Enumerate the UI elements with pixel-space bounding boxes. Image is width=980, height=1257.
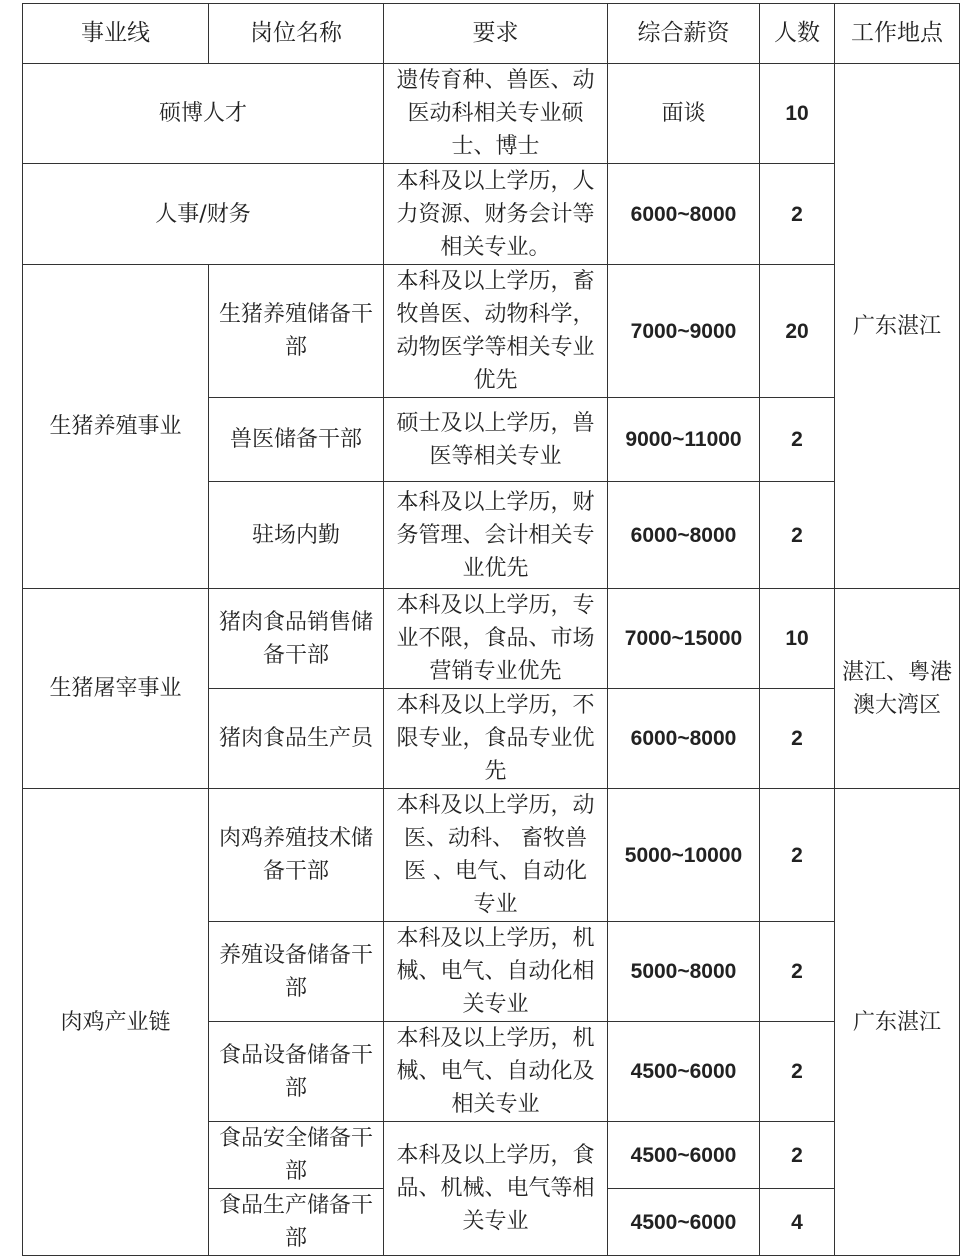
count-cell: 10: [760, 64, 835, 164]
header-row: [23, 4, 960, 64]
table-row: [23, 164, 960, 265]
table-row: [23, 64, 960, 164]
position-cell: 猪肉食品销售储备干部: [209, 589, 384, 689]
table-row: [23, 789, 960, 922]
header-count: 人数: [760, 4, 835, 64]
position-cell: 生猪养殖储备干部: [209, 265, 384, 398]
requirement-cell: 本科及以上学历，机械、电气、自动化相关专业: [384, 922, 608, 1022]
business-line-cell: 肉鸡产业链: [23, 789, 209, 1256]
location-cell: 广东湛江: [835, 64, 960, 589]
header-position: 岗位名称: [209, 4, 384, 64]
header-salary: 综合薪资: [608, 4, 760, 64]
salary-cell: 5000~8000: [608, 922, 760, 1022]
count-cell: 2: [760, 789, 835, 922]
location-cell: 湛江、粤港澳大湾区: [835, 589, 960, 789]
location-cell: 广东湛江: [835, 789, 960, 1256]
job-listing-table: [22, 3, 960, 1256]
count-cell: 2: [760, 398, 835, 482]
position-cell: 兽医储备干部: [209, 398, 384, 482]
salary-cell: 4500~6000: [608, 1189, 760, 1256]
salary-cell: 面谈: [608, 64, 760, 164]
requirement-cell: 本科及以上学历，财务管理、会计相关专业优先: [384, 482, 608, 589]
business-line-cell: 生猪屠宰事业: [23, 589, 209, 789]
count-cell: 2: [760, 1122, 835, 1189]
salary-cell: 6000~8000: [608, 164, 760, 265]
position-cell: 养殖设备储备干部: [209, 922, 384, 1022]
count-cell: 2: [760, 482, 835, 589]
salary-cell: 4500~6000: [608, 1022, 760, 1122]
salary-cell: 7000~15000: [608, 589, 760, 689]
header-location: 工作地点: [835, 4, 960, 64]
count-cell: 2: [760, 689, 835, 789]
requirement-cell: 硕士及以上学历，兽医等相关专业: [384, 398, 608, 482]
requirement-cell: 本科及以上学历，畜牧兽医、动物科学，动物医学等相关专业优先: [384, 265, 608, 398]
position-cell: 食品设备储备干部: [209, 1022, 384, 1122]
position-cell: 驻场内勤: [209, 482, 384, 589]
requirement-cell: 本科及以上学历，机械、电气、自动化及相关专业: [384, 1022, 608, 1122]
requirement-cell: 本科及以上学历，动医、动科、 畜牧兽医 、电气、自动化专业: [384, 789, 608, 922]
salary-cell: 5000~10000: [608, 789, 760, 922]
count-cell: 2: [760, 164, 835, 265]
requirement-cell: 本科及以上学历，食品、机械、电气等相关专业: [384, 1122, 608, 1256]
requirement-cell: 本科及以上学历，专业不限，食品、市场营销专业优先: [384, 589, 608, 689]
header-requirement: 要求: [384, 4, 608, 64]
salary-cell: 9000~11000: [608, 398, 760, 482]
salary-cell: 6000~8000: [608, 482, 760, 589]
requirement-cell: 遗传育种、兽医、动医动科相关专业硕士、博士: [384, 64, 608, 164]
table-row: [23, 265, 960, 398]
table-row: [23, 589, 960, 689]
count-cell: 2: [760, 1022, 835, 1122]
position-cell: 猪肉食品生产员: [209, 689, 384, 789]
count-cell: 4: [760, 1189, 835, 1256]
count-cell: 10: [760, 589, 835, 689]
position-cell: 肉鸡养殖技术储备干部: [209, 789, 384, 922]
salary-cell: 4500~6000: [608, 1122, 760, 1189]
header-business-line: 事业线: [23, 4, 209, 64]
count-cell: 20: [760, 265, 835, 398]
requirement-cell: 本科及以上学历，不限专业，食品专业优先: [384, 689, 608, 789]
position-cell: 食品生产储备干部: [209, 1189, 384, 1256]
business-line-cell: 人事/财务: [23, 164, 384, 265]
count-cell: 2: [760, 922, 835, 1022]
business-line-cell: 生猪养殖事业: [23, 265, 209, 589]
requirement-cell: 本科及以上学历，人力资源、财务会计等相关专业。: [384, 164, 608, 265]
salary-cell: 7000~9000: [608, 265, 760, 398]
business-line-cell: 硕博人才: [23, 64, 384, 164]
position-cell: 食品安全储备干部: [209, 1122, 384, 1189]
salary-cell: 6000~8000: [608, 689, 760, 789]
